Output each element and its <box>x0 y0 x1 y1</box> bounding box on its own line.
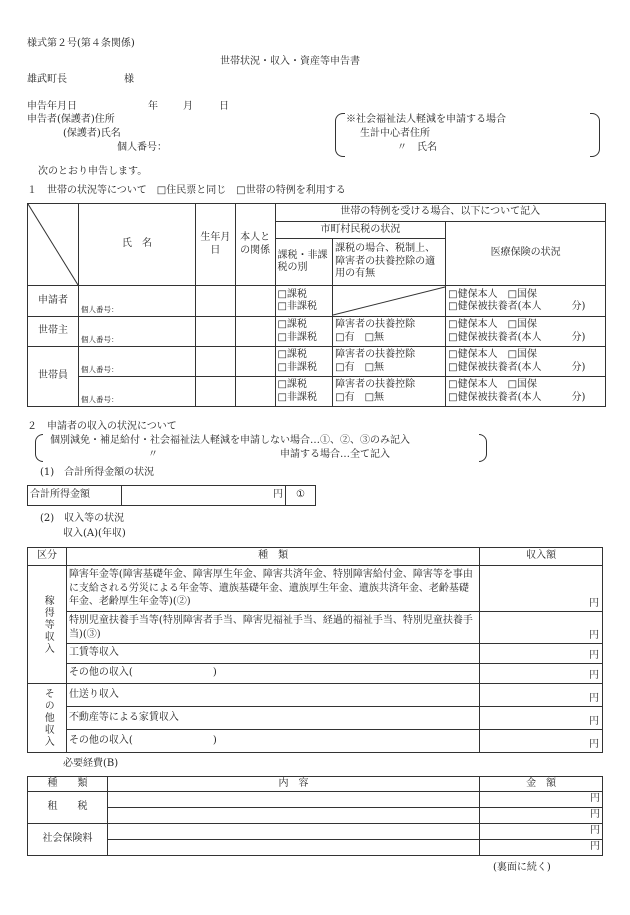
yen-unit: 円 <box>589 597 599 609</box>
section1-heading: １ 世帯の状況等について □住民票と同じ □世帯の特例を利用する <box>27 185 346 196</box>
sub1-heading: (1) 合計所得金額の状況 <box>40 467 155 478</box>
untaxed-checkbox[interactable]: □非課税 <box>277 361 317 373</box>
honorific: 様 <box>124 74 134 85</box>
mynumber-cell: 個人番号： <box>81 364 119 374</box>
other-income2-row: その他の収入( ) <box>66 730 479 753</box>
total-income-table <box>27 485 316 506</box>
yen-unit: 円 <box>589 715 599 727</box>
brace-line2: 申請する場合…全て記入 <box>280 449 390 460</box>
tax-kind: 租 税 <box>28 792 108 824</box>
yes-checkbox[interactable]: □有 <box>335 391 355 403</box>
addressee: 雄武町長 <box>27 74 67 85</box>
insurance-line1[interactable]: □健保本人 □国保 <box>448 349 538 360</box>
col-name: 氏 名 <box>79 204 196 286</box>
col-category: 区分 <box>28 548 67 566</box>
col-special-header: 世帯の特例を受ける場合、以下について記入 <box>275 204 606 222</box>
col-tax-status: 市町村民税の状況 <box>275 222 446 239</box>
insurance-line1[interactable]: □健保本人 □国保 <box>448 288 538 300</box>
yen-unit: 円 <box>589 669 599 681</box>
col-taxable: 課税・非課税の別 <box>275 239 333 286</box>
circle-1: ① <box>286 486 316 506</box>
mynumber-cell: 個人番号： <box>81 334 119 344</box>
taxed-checkbox[interactable]: □課税 <box>277 319 307 330</box>
expenses-heading: 必要経費(B) <box>63 758 119 769</box>
note-line2: 生計中心者住所 <box>360 128 430 139</box>
tax-amount-2[interactable] <box>480 808 603 824</box>
deduction-na-cell <box>333 286 446 317</box>
untaxed-checkbox[interactable]: □非課税 <box>277 301 317 312</box>
mynumber-cell: 個人番号： <box>81 394 119 404</box>
other-income2-amount[interactable] <box>480 730 603 753</box>
col-birth: 生年月日 <box>196 204 236 286</box>
page-title: 世帯状況・収入・資産等申告書 <box>220 56 360 67</box>
yen-unit: 円 <box>273 489 284 501</box>
social-amount-2[interactable] <box>480 840 603 856</box>
allowance-row: 特別児童扶養手当等(特別障害者手当、障害児福祉手当、経過的福祉手当、特別児童扶養手当)(③) <box>66 612 479 644</box>
insurance-line1[interactable]: □健保本人 □国保 <box>448 319 538 330</box>
brace-left <box>35 434 43 462</box>
col-content: 内 容 <box>107 777 479 792</box>
brace-line2-ditto: 〃 <box>148 449 158 460</box>
col-type: 種 類 <box>66 548 479 566</box>
yen-unit: 円 <box>589 649 599 661</box>
day-label: 日 <box>219 101 229 112</box>
yes-checkbox[interactable]: □有 <box>335 361 355 373</box>
remittance-amount[interactable] <box>480 684 603 707</box>
yen-unit: 円 <box>589 738 599 750</box>
no-checkbox[interactable]: □無 <box>364 331 385 343</box>
insurance-line2[interactable]: □健保被扶養者(本人 分) <box>448 301 586 312</box>
category-work: 稼得等収入 <box>28 566 67 684</box>
address-label: 申告者(保護者)住所 <box>27 114 115 125</box>
pension-amount[interactable] <box>480 566 603 612</box>
allowance-amount[interactable] <box>480 612 603 644</box>
expenses-table <box>27 776 603 856</box>
birth-cell[interactable] <box>196 377 236 407</box>
wages-row: 工賃等収入 <box>66 644 479 664</box>
relation-cell[interactable] <box>235 347 275 377</box>
relation-cell[interactable] <box>235 317 275 347</box>
remittance-row: 仕送り収入 <box>66 684 479 707</box>
col-amount: 収入額 <box>480 548 603 566</box>
diagonal-cell <box>28 204 79 286</box>
col-money: 金 額 <box>480 777 603 792</box>
social-content-1[interactable] <box>107 824 479 840</box>
other-income-row: その他の収入( ) <box>66 664 479 684</box>
mynumber-label: 個人番号： <box>117 142 167 153</box>
yes-checkbox[interactable]: □有 <box>335 331 355 343</box>
income-table <box>27 547 603 753</box>
taxed-checkbox[interactable]: □課税 <box>277 379 307 390</box>
note-line1: ※社会福祉法人軽減を申請する場合 <box>346 114 506 125</box>
form-number: 様式第２号(第４条関係) <box>27 38 135 49</box>
insurance-line2[interactable]: □健保被扶養者(本人 分) <box>448 391 586 403</box>
taxed-checkbox[interactable]: □課税 <box>277 288 307 300</box>
no-checkbox[interactable]: □無 <box>364 361 385 373</box>
insurance-line2[interactable]: □健保被扶養者(本人 分) <box>448 361 586 373</box>
rent-amount[interactable] <box>480 707 603 730</box>
social-kind: 社会保険料 <box>28 824 108 856</box>
date-label: 申告年月日 <box>27 101 77 112</box>
yen-unit: 円 <box>590 793 600 805</box>
note-brace-right <box>590 113 600 157</box>
tax-content-1[interactable] <box>107 792 479 808</box>
household-table <box>27 203 606 407</box>
birth-cell[interactable] <box>196 347 236 377</box>
note-line3: 〃 氏名 <box>397 142 437 153</box>
no-checkbox[interactable]: □無 <box>364 391 385 403</box>
insurance-line1[interactable]: □健保本人 □国保 <box>448 379 538 390</box>
taxed-checkbox[interactable]: □課税 <box>277 349 307 360</box>
insurance-line2[interactable]: □健保被扶養者(本人 分) <box>448 331 586 343</box>
birth-cell[interactable] <box>196 286 236 317</box>
col-relation: 本人との関係 <box>235 204 275 286</box>
rent-row: 不動産等による家賃収入 <box>66 707 479 730</box>
social-content-2[interactable] <box>107 840 479 856</box>
birth-cell[interactable] <box>196 317 236 347</box>
total-income-field[interactable] <box>121 486 285 506</box>
pension-row: 障害年金等(障害基礎年金、障害厚生年金、障害共済年金、特別障害給付金、障害等を事由に支給される労災による年金等、遺族基礎年金、遺族厚生年金、遺族共済年金、老齢基礎年金、老齢厚生年金等)(②) <box>66 566 479 612</box>
brace-right <box>479 434 487 462</box>
year-label: 年 <box>148 101 158 112</box>
yen-unit: 円 <box>589 629 599 641</box>
name-label: (保護者)氏名 <box>63 128 121 139</box>
untaxed-checkbox[interactable]: □非課税 <box>277 331 317 343</box>
wages-amount[interactable] <box>480 644 603 664</box>
tax-content-2[interactable] <box>107 808 479 824</box>
yen-unit: 円 <box>590 841 600 853</box>
tax-amount-1[interactable] <box>480 792 603 808</box>
row-label-applicant: 申請者 <box>28 286 79 317</box>
relation-cell[interactable] <box>235 377 275 407</box>
col-deduction: 課税の場合、税制上、障害者の扶養控除の適用の有無 <box>333 239 446 286</box>
col-kind: 種 類 <box>28 777 108 792</box>
total-income-label: 合計所得金額 <box>28 486 122 506</box>
deduction-label: 障害者の扶養控除 <box>335 349 416 360</box>
sub2-heading: (2) 収入等の状況 <box>40 513 125 524</box>
month-label: 月 <box>183 101 193 112</box>
income-a-label: 収入(A)(年収) <box>63 528 126 539</box>
deduction-label: 障害者の扶養控除 <box>335 319 416 330</box>
other-income-amount[interactable] <box>480 664 603 684</box>
yen-unit: 円 <box>590 825 600 837</box>
category-other: その他収入 <box>28 684 67 753</box>
mynumber-cell: 個人番号： <box>81 304 119 314</box>
intro-text: 次のとおり申告します。 <box>38 166 148 177</box>
deduction-label: 障害者の扶養控除 <box>335 379 416 390</box>
row-label-member: 世帯員 <box>28 347 79 407</box>
continued-note: (裏面に続く) <box>493 862 551 873</box>
social-amount-1[interactable] <box>480 824 603 840</box>
yen-unit: 円 <box>590 809 600 821</box>
section2-heading: ２ 申請者の収入の状況について <box>27 421 177 432</box>
relation-cell[interactable] <box>235 286 275 317</box>
untaxed-checkbox[interactable]: □非課税 <box>277 391 317 403</box>
yen-unit: 円 <box>589 692 599 704</box>
brace-line1: 個別減免・補足給付・社会福祉法人軽減を申請しない場合…①、②、③のみ記入 <box>50 435 410 446</box>
row-label-head: 世帯主 <box>28 317 79 347</box>
note-brace-left <box>335 113 345 157</box>
col-insurance: 医療保険の状況 <box>446 222 606 286</box>
